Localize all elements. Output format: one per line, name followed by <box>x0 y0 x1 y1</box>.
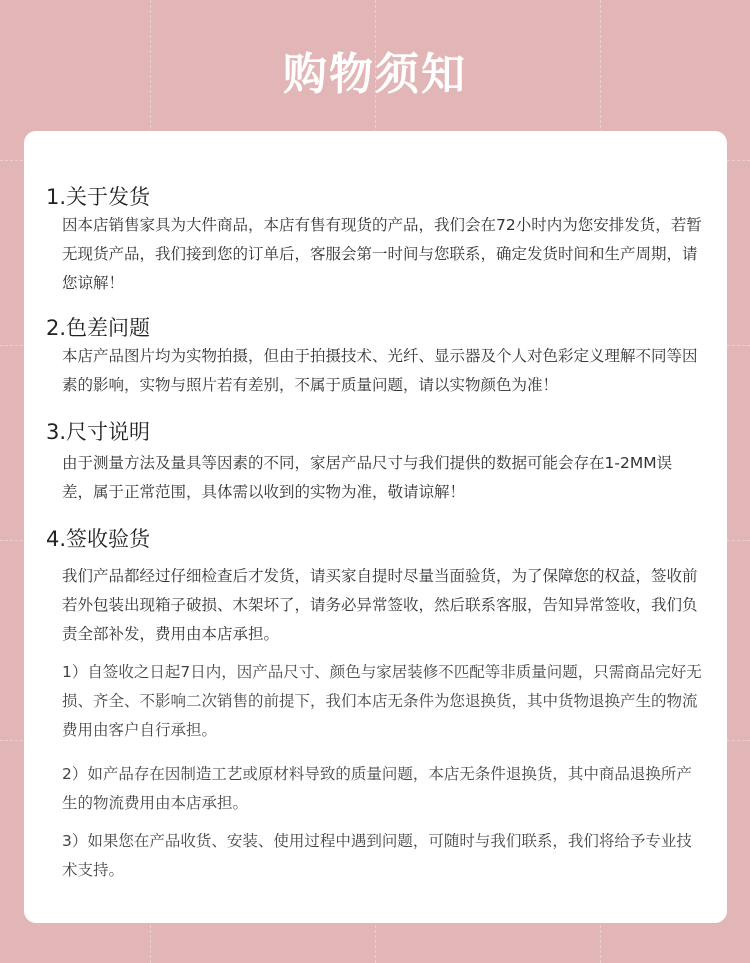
section-heading: 1.关于发货 <box>46 185 151 209</box>
section-heading: 4.签收验货 <box>46 527 151 551</box>
notice-card <box>24 131 727 923</box>
section-paragraph: 1）自签收之日起7日内，因产品尺寸、颜色与家居装修不匹配等非质量问题，只需商品完好无损、齐全、不影响二次销售的前提下，我们本店无条件为您退换货，其中货物退换产生的物流费用由客户自行承担。 <box>62 663 702 739</box>
section-paragraph: 由于测量方法及量具等因素的不同，家居产品尺寸与我们提供的数据可能会存在1-2MM误差，属于正常范围，具体需以收到的实物为准，敬请谅解！ <box>62 454 673 501</box>
section-paragraph: 3）如果您在产品收货、安装、使用过程中遇到问题，可随时与我们联系，我们将给予专业技术支持。 <box>62 832 692 879</box>
section-paragraph: 因本店销售家具为大件商品，本店有售有现货的产品，我们会在72小时内为您安排发货，若暂无现货产品，我们接到您的订单后，客服会第一时间与您联系，确定发货时间和生产周期，请您谅解！ <box>62 216 702 292</box>
section-paragraph: 本店产品图片均为实物拍摄，但由于拍摄技术、光纤、显示器及个人对色彩定义理解不同等因素的影响，实物与照片若有差别，不属于质量问题，请以实物颜色为准！ <box>62 347 698 394</box>
section-paragraph: 我们产品都经过仔细检查后才发货，请买家自提时尽量当面验货，为了保障您的权益，签收前若外包装出现箱子破损、木架坏了，请务必异常签收，然后联系客服，告知异常签收，我们负责全部补发，费用由本店承担。 <box>62 567 698 643</box>
page-title: 购物须知 <box>283 49 467 100</box>
section-heading: 2.色差问题 <box>46 316 151 340</box>
section-heading: 3.尺寸说明 <box>46 420 151 444</box>
section-paragraph: 2）如产品存在因制造工艺或原材料导致的质量问题，本店无条件退换货，其中商品退换所产生的物流费用由本店承担。 <box>62 765 692 812</box>
